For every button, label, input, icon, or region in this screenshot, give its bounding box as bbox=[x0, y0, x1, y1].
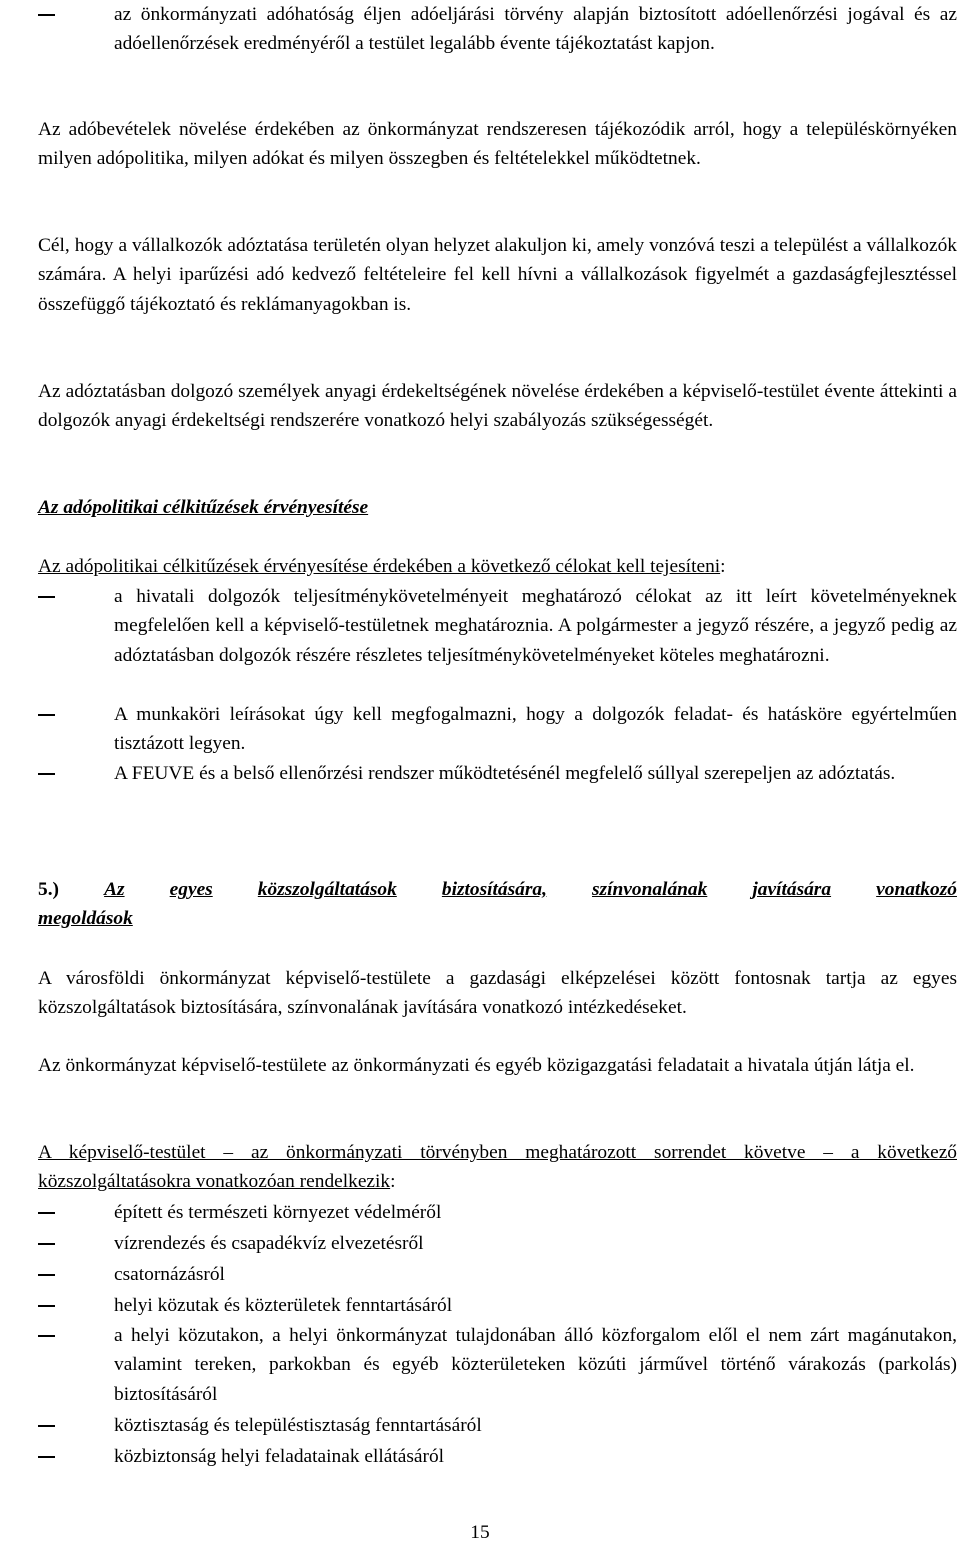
paragraph bbox=[38, 1051, 957, 1080]
list-item-text: közbiztonság helyi feladatainak ellátásáról bbox=[114, 1446, 445, 1467]
list-item-text: épített és természeti környezet védelméről bbox=[114, 1202, 442, 1223]
intro-text: Az adópolitikai célkitűzések érvényesítése érdekében a következő célokat kell tejesíteni bbox=[38, 556, 721, 577]
paragraph bbox=[38, 231, 957, 319]
heading-word: egyes bbox=[169, 879, 213, 900]
list-item bbox=[38, 1442, 957, 1471]
dash-bullet-icon bbox=[38, 596, 55, 598]
paragraph-text: Az önkormányzat képviselő-testülete az önkormányzati és egyéb közigazgatási feladatait a hivatala útján látja el. bbox=[38, 1055, 915, 1076]
list-item bbox=[38, 1198, 957, 1227]
dash-bullet-icon bbox=[38, 1274, 55, 1276]
list-item-text: helyi közutak és közterületek fenntartásáról bbox=[114, 1295, 453, 1316]
intro-line bbox=[38, 1138, 957, 1197]
intro-colon: : bbox=[390, 1171, 396, 1193]
list-item bbox=[38, 759, 957, 788]
list-item bbox=[38, 0, 957, 59]
dash-bullet-icon bbox=[38, 1243, 55, 1245]
list-item-text: csatornázásról bbox=[114, 1264, 225, 1285]
paragraph bbox=[38, 377, 957, 436]
list-item bbox=[38, 700, 957, 759]
paragraph-text: A városföldi önkormányzat képviselő-testülete a gazdasági elképzelései között fontosnak tartja az egyes közszolgáltatások biztosítására, színvonalának javítására vonatkozó intézkedéseket. bbox=[38, 968, 957, 1019]
heading-word: színvonalának bbox=[592, 879, 708, 900]
dash-bullet-icon bbox=[38, 1305, 55, 1307]
dash-bullet-icon bbox=[38, 714, 55, 716]
paragraph-text: Az adóztatásban dolgozó személyek anyagi érdekeltségének növelése érdekében a képviselő-testület évente áttekinti a dolgozók anyagi érdekeltségi rendszerére vonatkozó helyi szabályozás szükségességét. bbox=[38, 381, 957, 432]
list-item-text: a hivatali dolgozók teljesítménykövetelményeit meghatározó célokat az itt leírt követelményeknek megfelelően kell a képviselő-testületnek meghatároznia. A polgármester a jegyző részére, a jegyző pedig az adóztatásban dolgozók részére részletes teljesítménykövetelményeket köteles meghatározni. bbox=[114, 586, 957, 666]
dash-bullet-icon bbox=[38, 14, 55, 16]
heading-word: javítására bbox=[752, 879, 832, 900]
page-number: 15 bbox=[470, 1522, 490, 1543]
paragraph-text: Az adóbevételek növelése érdekében az önkormányzat rendszeresen tájékozódik arról, hogy a településkörnyéken milyen adópolitika, milyen adókat és milyen összegben és feltételekkel működtetnek. bbox=[38, 119, 957, 170]
intro-text: A képviselő-testület – az önkormányzati törvényben meghatározott sorrendet követve – a következő közszolgáltatásokra vonatkozóan rendelkezik bbox=[38, 1142, 957, 1193]
heading-word: megoldások bbox=[38, 908, 133, 930]
list-item-text: vízrendezés és csapadékvíz elvezetésről bbox=[114, 1233, 424, 1254]
list-item bbox=[38, 1321, 957, 1409]
list-item bbox=[38, 1229, 957, 1258]
intro-line bbox=[38, 552, 957, 581]
list-item-text: A FEUVE és a belső ellenőrzési rendszer működtetésénél megfelelő súllyal szerepeljen az adóztatás. bbox=[114, 763, 896, 784]
heading-word: vonatkozó bbox=[876, 879, 957, 900]
dash-bullet-icon bbox=[38, 1456, 55, 1458]
heading-word: biztosítására, bbox=[441, 879, 547, 900]
paragraph bbox=[38, 115, 957, 174]
list-item bbox=[38, 1291, 957, 1320]
list-item bbox=[38, 1260, 957, 1289]
list-item bbox=[38, 582, 957, 670]
section-number: 5.) bbox=[38, 879, 60, 900]
paragraph-text: Cél, hogy a vállalkozók adóztatása területén olyan helyzet alakuljon ki, amely vonzóvá teszi a települést a vállalkozók számára. A helyi iparűzési adó kedvező feltételeire fel kell hívni a vállalkozások figyelmét a gazdaságfejlesztéssel összefüggő tájékoztató és reklámanyagokban is. bbox=[38, 235, 957, 315]
list-item bbox=[38, 1411, 957, 1440]
dash-bullet-icon bbox=[38, 773, 55, 775]
dash-bullet-icon bbox=[38, 1212, 55, 1214]
section-5-heading bbox=[38, 875, 957, 934]
list-item-text: A munkaköri leírásokat úgy kell megfogalmazni, hogy a dolgozók feladat- és hatásköre egyértelműen tisztázott legyen. bbox=[114, 704, 957, 755]
section-heading: Az adópolitikai célkitűzések érvényesítése bbox=[38, 497, 369, 518]
dash-bullet-icon bbox=[38, 1425, 55, 1427]
heading-word: Az bbox=[104, 879, 125, 900]
list-item-text: az önkormányzati adóhatóság éljen adóeljárási törvény alapján biztosított adóellenőrzési jogával és az adóellenőrzések eredményéről a testület legalább évente tájékoztatást kapjon. bbox=[114, 4, 957, 55]
paragraph bbox=[38, 964, 957, 1023]
dash-bullet-icon bbox=[38, 1335, 55, 1337]
heading-word: közszolgáltatások bbox=[257, 879, 397, 900]
list-item-text: a helyi közutakon, a helyi önkormányzat tulajdonában álló közforgalom elől el nem zárt magánutakon, valamint tereken, parkokban és egyéb közterületeken közúti járművel történő várakozás (parkolás) biztosításáról bbox=[114, 1325, 957, 1405]
list-item-text: köztisztaság és településtisztaság fenntartásáról bbox=[114, 1415, 482, 1436]
intro-colon: : bbox=[720, 556, 726, 577]
